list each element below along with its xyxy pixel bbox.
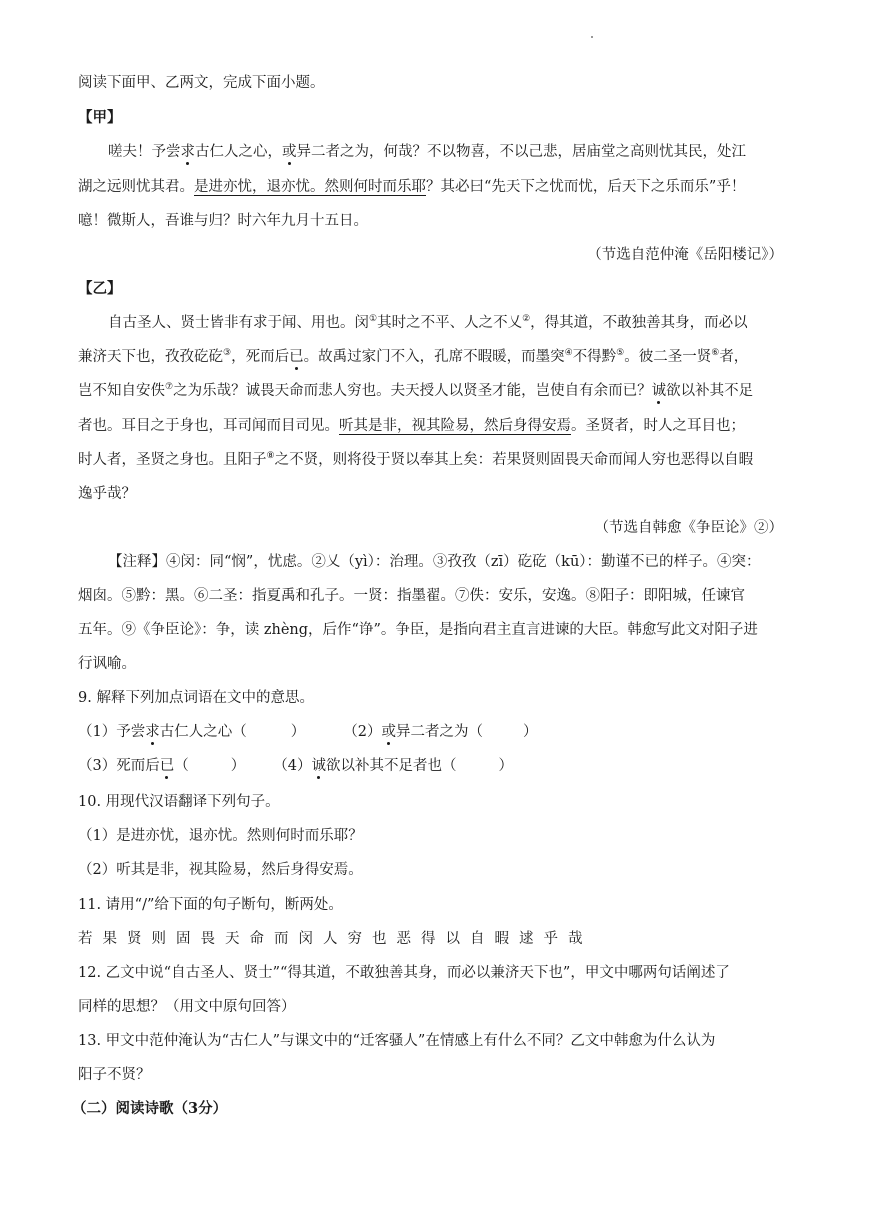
emphasis-dot-q9-3: 已 [159, 758, 175, 774]
section-2-heading: （二）阅读诗歌（3分） [72, 1100, 228, 1117]
yi-para-line-6: 逸乎哉？ [78, 486, 136, 502]
jia-para-line-2: 湖之远则忧其君。是进亦忧，退亦忧。然则何时而乐耶？其必曰“先天下之忧而忧，后天下之乐而乐”乎！ [78, 179, 746, 195]
emphasis-dot-q9-2: 或 [381, 724, 396, 740]
question-11: 11. 请用“/”给下面的句子断句，断两处。 [78, 897, 343, 913]
notes-line-1: 【注释】④闵：同“悯”，忧虑。②乂（yì）：治理。③孜孜（zī）矻矻（kū）：勤谨不已的样子。④突： [108, 554, 761, 570]
notes-line-2: 烟囱。⑤黔：黑。⑥二圣：指夏禹和孔子。一贤：指墨翟。⑦佚：安乐，安逸。⑧阳子：即阳城，任谏官 [78, 588, 745, 604]
question-9-items-3-4: （3）死而后已（ ） （4）诚欲以补其不足者也（ ） [78, 758, 513, 774]
notes-line-4: 行讽喻。 [78, 656, 136, 672]
jia-source: （节选自范仲淹《岳阳楼记》） [587, 247, 783, 263]
emphasis-dot-cheng: 诚 [651, 383, 667, 399]
notes-line-3: 五年。⑨《争臣论》：争，读 zhèng，后作“诤”。争臣，是指向君主直言进谏的大臣。韩愈写此文对阳子进 [78, 622, 758, 638]
emphasis-dot-huo: 或 [282, 144, 297, 160]
underlined-sentence-2: 听其是非，视其险易，然后身得安焉 [339, 418, 571, 434]
question-10-item-1: （1）是进亦忧，退亦忧。然则何时而乐耶？ [78, 828, 363, 844]
question-12-line-1: 12. 乙文中说“自古圣人、贤士”“得其道，不敢独善其身，而必以兼济天下也”，甲文中哪两句话阐述了 [78, 965, 730, 981]
emphasis-dot-yi: 已 [289, 349, 304, 365]
question-11-sentence: 若果贤则固畏天命而闵人穷也恶得以自暇逑乎哉 [78, 931, 593, 947]
question-9-items-1-2: （1）予尝求古仁人之心（ ） （2）或异二者之为（ ） [78, 724, 538, 740]
question-10-item-2: （2）听其是非，视其险易，然后身得安焉。 [78, 862, 363, 878]
yi-para-line-1: 自古圣人、贤士皆非有求于闻、用也。闵①其时之不平、人之不乂②，得其道，不敢独善其身，而必以 [108, 314, 748, 331]
jia-heading: 【甲】 [78, 109, 122, 126]
yi-para-line-5: 时人者，圣贤之身也。且阳子⑧之不贤，则将役于贤以奉其上矣：若果贤则固畏天命而闻人穷也恶得以自暇 [78, 451, 754, 468]
question-13-line-2: 阳子不贤？ [78, 1067, 151, 1083]
question-12-line-2: 同样的思想？（用文中原句回答） [78, 999, 296, 1015]
jia-para-line-1: 嗟夫！予尝求古仁人之心，或异二者之为，何哉？不以物喜，不以己悲，居庙堂之高则忧其民，处江 [108, 144, 746, 160]
page-mark [591, 36, 593, 38]
question-10: 10. 用现代汉语翻译下列句子。 [78, 794, 280, 810]
emphasis-dot-q9-1: 求 [145, 724, 160, 740]
yi-para-line-4: 者也。耳目之于身也，耳司闻而目司见。听其是非，视其险易，然后身得安焉。圣贤者，时人之耳目也； [78, 418, 745, 434]
question-13-line-1: 13. 甲文中范仲淹认为“古仁人”与课文中的“迁客骚人”在情感上有什么不同？乙文中韩愈为什么认为 [78, 1033, 716, 1049]
jia-para-line-3: 噫！微斯人，吾谁与归？时六年九月十五日。 [78, 213, 368, 229]
emphasis-dot-q9-4: 诚 [311, 758, 326, 774]
yi-para-line-2: 兼济天下也，孜孜矻矻③，死而后已。故禹过家门不入，孔席不暇暖，而墨突④不得黔⑤。彼二圣一贤⑥者， [78, 348, 749, 365]
intro-text: 阅读下面甲、乙两文，完成下面小题。 [78, 75, 325, 91]
yi-heading: 【乙】 [78, 280, 122, 297]
underlined-sentence: 是进亦忧，退亦忧。然则何时而乐耶 [194, 179, 426, 195]
question-9: 9. 解释下列加点词语在文中的意思。 [78, 690, 314, 706]
yi-para-line-3: 岂不知自安佚⑦之为乐哉？诚畏天命而悲人穷也。夫天授人以贤圣才能，岂使自有余而已？诚欲以补其不足 [78, 382, 754, 399]
emphasis-dot-qiu: 求 [180, 144, 195, 160]
yi-source: （节选自韩愈《争臣论》②） [594, 520, 783, 536]
